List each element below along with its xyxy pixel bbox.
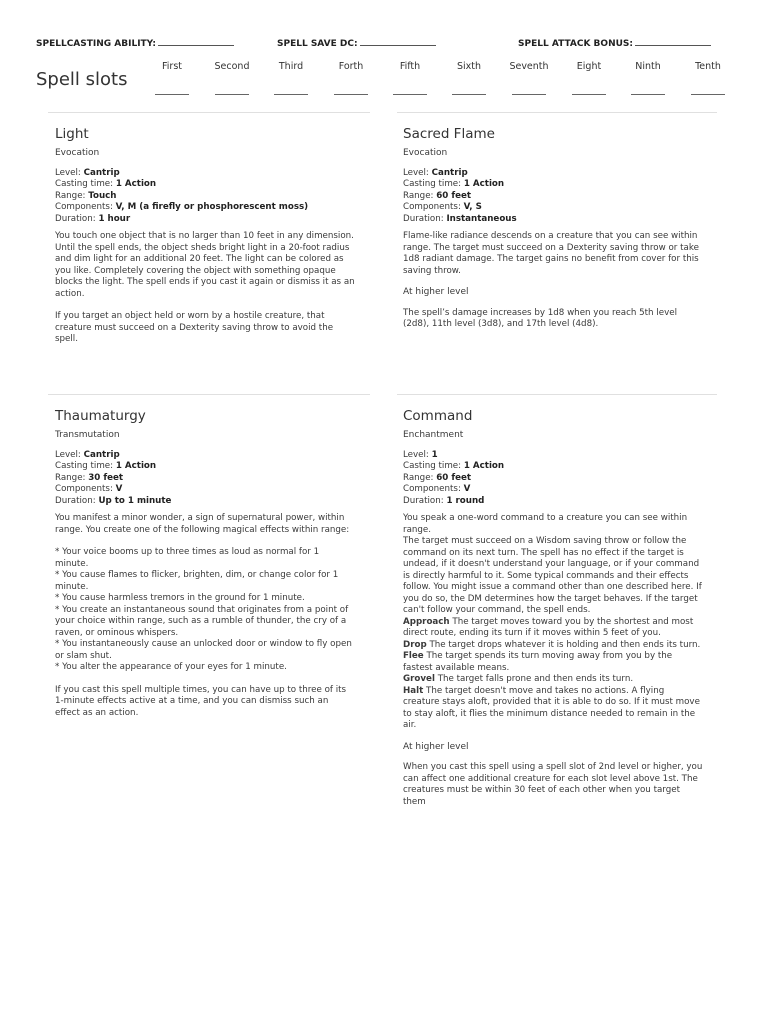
stat-label: Range: [403, 190, 434, 201]
stat-label: Components: [55, 202, 113, 212]
stat-label: Components: [55, 484, 113, 494]
command-option [403, 674, 703, 686]
command-option [403, 651, 703, 674]
divider [48, 394, 370, 395]
higher-level-text: The spell’s damage increases by 1d8 when you reach 5th level (2d8), 11th level (3d8), and 17th level (4d8). [403, 307, 677, 329]
slot-label: Eight [576, 61, 602, 72]
slot-blank[interactable] [274, 94, 308, 95]
spell-school: Evocation [55, 148, 100, 158]
slot-label: Third [278, 61, 304, 72]
divider [397, 112, 717, 113]
slot-label: Forth [338, 61, 364, 72]
spell-duration: 1 hour [98, 213, 131, 224]
effect-item: * You cause harmless tremors in the ground for 1 minute. [55, 593, 305, 603]
spell-duration: 1 round [446, 495, 485, 506]
command-keyword: Halt [403, 685, 424, 696]
spell-name: Sacred Flame [403, 126, 495, 142]
casting-time: 1 Action [463, 461, 505, 471]
spell-components: V, M (a firefly or phosphorescent moss) [115, 202, 309, 212]
slot-fourth[interactable] [326, 61, 376, 95]
slot-label: Seventh [509, 61, 549, 72]
command-keyword: Drop [403, 639, 427, 650]
slot-second[interactable] [207, 61, 257, 95]
command-text: The target spends its turn moving away from you by the fastest available means. [403, 651, 673, 673]
command-keyword: Approach [403, 616, 450, 627]
spell-components: V [463, 484, 471, 494]
slot-third[interactable] [266, 61, 316, 95]
stat-label: Level: [403, 449, 429, 460]
spellcasting-ability-field[interactable] [36, 37, 234, 49]
spell-level: 1 [431, 449, 438, 460]
spell-card-thaumaturgy [55, 407, 355, 719]
command-keyword: Grovel [403, 674, 435, 684]
stat-label: Casting time: [403, 179, 462, 189]
casting-time: 1 Action [115, 179, 157, 189]
slot-blank[interactable] [215, 94, 249, 95]
slot-ninth[interactable] [623, 61, 673, 95]
divider [397, 394, 717, 395]
spell-duration: Instantaneous [446, 213, 517, 224]
spell-slots-title: Spell slots [36, 69, 128, 90]
divider [48, 112, 370, 113]
slot-blank[interactable] [452, 94, 486, 95]
spell-card-sacred-flame [403, 125, 703, 331]
casting-time: 1 Action [115, 461, 157, 471]
spellcasting-ability-blank[interactable] [158, 37, 234, 46]
spell-description: If you target an object held or worn by a hostile creature, that creature must succeed on a Dexterity saving throw to avoid the spell. [55, 311, 334, 344]
spellcasting-ability-label: SPELLCASTING ABILITY: [36, 39, 157, 49]
effect-item: * You cause flames to flicker, brighten, dim, or change color for 1 minute. [55, 570, 339, 592]
slot-label: Fifth [399, 61, 421, 72]
effect-item: * You instantaneously cause an unlocked door or window to fly open or slam shut. [55, 639, 352, 661]
slot-label: Sixth [456, 61, 482, 72]
spell-level: Cantrip [83, 167, 120, 178]
spell-range: 30 feet [88, 472, 124, 483]
spell-description: You touch one object that is no larger than 10 feet in any dimension. Until the spell ends, the object sheds bright light in a 20-foot radius and dim light for an additional 20 feet. The light can be colored as you like. Completely covering the object with something opaque blocks the light. The spell ends if you cast it again or dismiss it as an action. [55, 231, 355, 299]
slot-blank[interactable] [691, 94, 725, 95]
stat-label: Range: [403, 472, 434, 483]
stat-label: Duration: [403, 495, 444, 506]
slot-blank[interactable] [155, 94, 189, 95]
spell-attack-bonus-field[interactable] [518, 37, 711, 49]
spell-stats [55, 168, 355, 226]
spell-school: Enchantment [403, 430, 464, 440]
spell-stats [55, 450, 355, 508]
stat-label: Casting time: [55, 461, 114, 471]
higher-level-heading: At higher level [403, 741, 469, 752]
spell-school: Transmutation [55, 430, 120, 440]
spell-stats [403, 450, 703, 508]
stat-label: Components: [403, 484, 461, 494]
command-option [403, 617, 703, 640]
spell-stats [403, 168, 703, 226]
higher-level-heading: At higher level [403, 287, 469, 297]
slot-fifth[interactable] [385, 61, 435, 95]
slot-first[interactable] [147, 61, 197, 95]
spell-level: Cantrip [83, 449, 120, 460]
slot-label: Second [214, 61, 250, 72]
stat-label: Range: [55, 190, 86, 201]
spell-range: 60 feet [436, 472, 472, 483]
command-option [403, 686, 703, 732]
spell-card-light [55, 125, 355, 346]
casting-time: 1 Action [463, 179, 505, 189]
slot-blank[interactable] [334, 94, 368, 95]
effect-item: * You create an instantaneous sound that originates from a point of your choice within range, such as a rumble of thunder, the cry of a raven, or ominous whispers. [55, 604, 349, 638]
stat-label: Duration: [403, 213, 444, 224]
spell-level: Cantrip [431, 167, 468, 178]
spell-name: Command [403, 408, 473, 424]
spell-description: The target must succeed on a Wisdom saving throw or follow the command on its next turn. The spell has no effect if the target is undead, if it doesn't understand your language, or if your command is directly harmful to it. Some typical commands and their effects follow. You might issue a command other than one described here. If you do so, the DM determines how the target behaves. If the target can't follow your command, the spell ends. [403, 536, 702, 615]
command-text: The target doesn't move and takes no actions. A flying creature stays aloft, provided that it is able to do so. If it must move to stay aloft, it flies the minimum distance needed to remain in the air. [403, 685, 700, 730]
command-keyword: Flee [403, 651, 424, 661]
slot-label: First [162, 61, 182, 72]
higher-level-text: When you cast this spell using a spell slot of 2nd level or higher, you can affect one additional creature for each slot level above 1st. The creatures must be within 30 feet of each other when you target them [403, 762, 703, 807]
stat-label: Casting time: [403, 461, 462, 471]
effect-item: * Your voice booms up to three times as loud as normal for 1 minute. [55, 547, 320, 569]
spell-attack-bonus-blank[interactable] [635, 37, 711, 46]
stat-label: Duration: [55, 213, 96, 224]
spell-name: Light [55, 126, 89, 142]
stat-label: Level: [55, 167, 81, 178]
slot-label: Tenth [695, 61, 721, 72]
slot-eighth[interactable] [564, 61, 614, 95]
effect-item: * You alter the appearance of your eyes for 1 minute. [55, 662, 287, 672]
stat-label: Casting time: [55, 179, 114, 189]
command-text: The target falls prone and then ends its turn. [437, 674, 634, 684]
command-text: The target drops whatever it is holding and then ends its turn. [429, 639, 701, 650]
spell-range: Touch [88, 190, 117, 201]
spell-save-dc-field[interactable] [277, 37, 436, 49]
spell-name: Thaumaturgy [55, 408, 146, 424]
stat-label: Components: [403, 202, 461, 212]
slot-tenth[interactable] [683, 61, 733, 95]
spell-description: You speak a one-word command to a creature you can see within range. [403, 513, 688, 535]
spell-school: Evocation [403, 148, 448, 158]
spell-components: V, S [463, 202, 482, 212]
spell-range: 60 feet [436, 190, 472, 201]
slot-seventh[interactable] [504, 61, 554, 95]
stat-label: Duration: [55, 495, 96, 506]
slot-blank[interactable] [512, 94, 546, 95]
spell-save-dc-label: SPELL SAVE DC: [277, 39, 358, 49]
slot-blank[interactable] [631, 94, 665, 95]
stat-label: Range: [55, 472, 86, 483]
slot-sixth[interactable] [444, 61, 494, 95]
slot-blank[interactable] [572, 94, 606, 95]
stat-label: Level: [403, 167, 429, 178]
spell-components: V [115, 484, 123, 494]
slot-label: Ninth [635, 61, 661, 72]
spell-duration: Up to 1 minute [98, 495, 172, 506]
slot-blank[interactable] [393, 94, 427, 95]
spell-attack-bonus-label: SPELL ATTACK BONUS: [518, 39, 633, 49]
spell-description: You manifest a minor wonder, a sign of supernatural power, within range. You create one of the following magical effects within range: [55, 513, 350, 535]
spell-save-dc-blank[interactable] [360, 37, 436, 46]
command-option [403, 640, 703, 652]
command-text: The target moves toward you by the shortest and most direct route, ending its turn if it moves within 5 feet of you. [403, 616, 694, 638]
spell-description: Flame-like radiance descends on a creature that you can see within range. The target must succeed on a Dexterity saving throw or take 1d8 radiant damage. The target gains no benefit from cover for this saving throw. [403, 231, 699, 276]
spell-card-command [403, 407, 703, 808]
spell-description: If you cast this spell multiple times, you can have up to three of its 1-minute effects active at a time, and you can dismiss such an effect as an action. [55, 684, 347, 718]
stat-label: Level: [55, 449, 81, 460]
